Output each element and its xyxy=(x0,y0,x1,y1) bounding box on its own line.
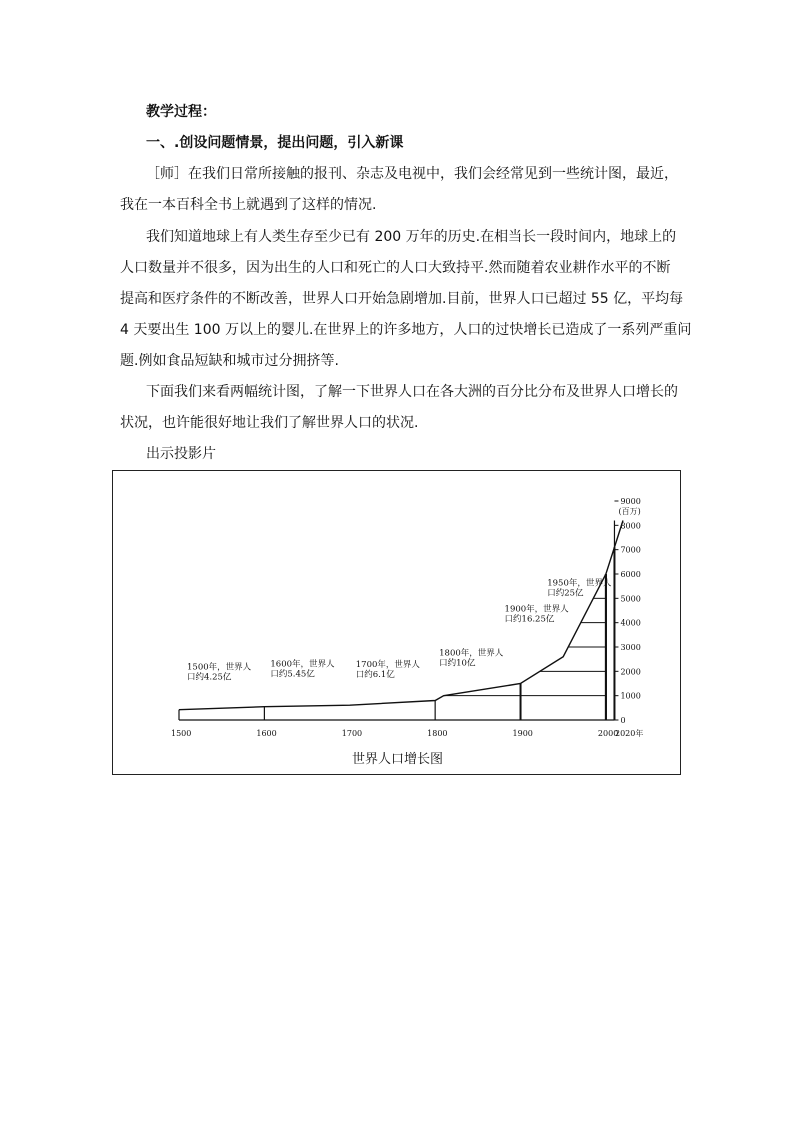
x-tick-label-1900: 1900 xyxy=(512,729,533,738)
x-tick-label-1600: 1600 xyxy=(256,729,277,738)
paragraph-2-line-3: 提高和医疗条件的不断改善，世界人口开始急剧增加.目前，世界人口已超过 55 亿，平均每 xyxy=(120,291,684,307)
chart-title: 世界人口增长图 xyxy=(351,752,443,767)
y-tick-label-1000: 1000 xyxy=(620,691,641,701)
annotation-1950-line1: 1950年，世界人 xyxy=(547,578,612,589)
paragraph-2-line-5: 题.例如食品短缺和城市过分拥挤等. xyxy=(120,353,339,369)
y-tick-label-2000: 2000 xyxy=(620,667,641,677)
annotation-1800-line2: 口约10亿 xyxy=(439,658,476,669)
population-growth-chart xyxy=(113,471,680,741)
paragraph-2-line-2: 人口数量并不很多，因为出生的人口和死亡的人口大致持平.然而随着农业耕作水平的不断 xyxy=(120,260,671,276)
paragraph-1-line-2: 我在一本百科全书上就遇到了这样的情况. xyxy=(120,197,377,213)
y-tick-label-3000: 3000 xyxy=(620,643,641,652)
y-tick-label-6000: 6000 xyxy=(620,570,641,579)
annotation-1900-line1: 1900年，世界人 xyxy=(504,604,569,615)
y-tick-label-5000: 5000 xyxy=(620,594,641,604)
x-tick-label-1800: 1800 xyxy=(427,729,448,738)
paragraph-3-line-2: 状况，也许能很好地让我们了解世界人口的状况. xyxy=(120,415,419,431)
annotation-1600-line1: 1600年，世界人 xyxy=(270,659,335,670)
y-tick-label-4000: 4000 xyxy=(620,618,641,628)
y-tick-label-8000: 8000 xyxy=(620,521,641,531)
paragraph-2-line-4: 4 天要出生 100 万以上的婴儿.在世界上的许多地方，人口的过快增长已造成了一系列严重问 xyxy=(120,322,692,338)
paragraph-3-line-1: 下面我们来看两幅统计图，了解一下世界人口在各大洲的百分比分布及世界人口增长的 xyxy=(146,384,678,400)
x-tick-label-1500: 1500 xyxy=(171,729,192,738)
y-tick-label-7000: 7000 xyxy=(620,545,641,555)
y-unit-label: (百万) xyxy=(618,507,641,516)
figure-intro: 出示投影片 xyxy=(146,446,216,462)
x-tick-label-2000: 2000 xyxy=(597,729,619,738)
annotation-1900-line2: 口约16.25亿 xyxy=(504,614,555,625)
section-title: 一、.创设问题情景，提出问题，引入新课 xyxy=(146,135,404,151)
y-tick-label-0: 0 xyxy=(620,716,626,725)
annotation-1800-line1: 1800年，世界人 xyxy=(439,648,504,659)
y-tick-label-9000: 9000 xyxy=(620,497,641,506)
paragraph-1-line-1: ［师］在我们日常所接触的报刊、杂志及电视中，我们会经常见到一些统计图，最近， xyxy=(146,166,678,182)
paragraph-2-line-1: 我们知道地球上有人类生存至少已有 200 万年的历史.在相当长一段时间内，地球上的 xyxy=(146,229,677,245)
annotation-1700-line1: 1700年，世界人 xyxy=(355,660,420,671)
population-series-line xyxy=(179,521,623,710)
annotation-1600-line2: 口约5.45亿 xyxy=(270,669,315,680)
annotation-1500-line2: 口约4.25亿 xyxy=(187,672,232,683)
heading: 教学过程： xyxy=(146,104,216,120)
annotation-1700-line2: 口约6.1亿 xyxy=(355,670,395,681)
annotation-1500-line1: 1500年，世界人 xyxy=(187,662,252,673)
x-end-label: 2020年 xyxy=(615,729,644,738)
annotation-1950-line2: 口约25亿 xyxy=(547,588,584,599)
x-tick-label-1700: 1700 xyxy=(341,729,363,738)
population-chart-figure xyxy=(112,470,681,775)
